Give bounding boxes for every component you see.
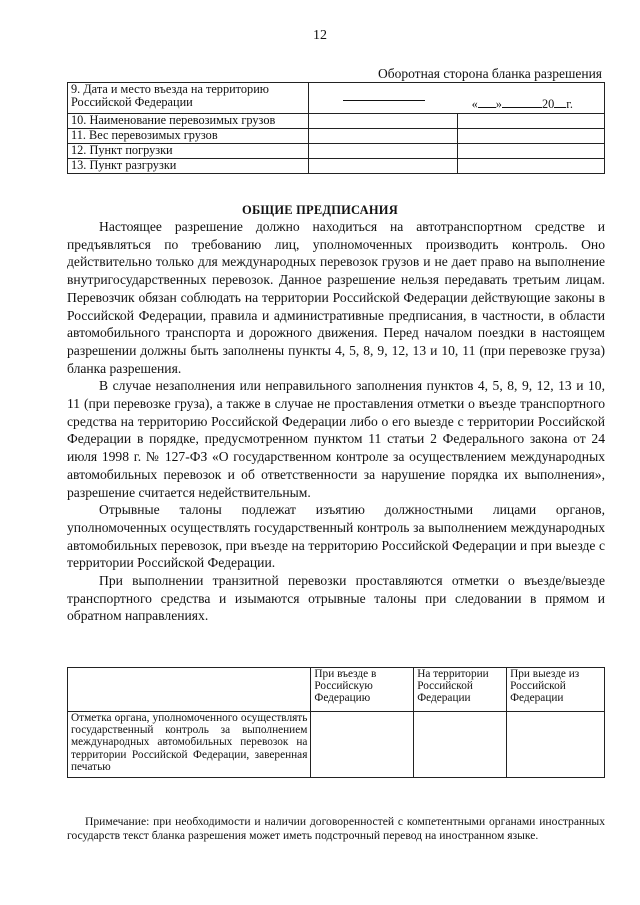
place-blank xyxy=(343,100,425,101)
field-label-9: 9. Дата и место въезда на территорию Российской Федерации xyxy=(68,83,309,114)
marks-row-label: Отметка органа, уполномоченного осуществлять государственный контроль за выполнением международных автомобильных перевозок на территории Российской Федерации, заверенная печатью xyxy=(68,712,311,778)
page-number: 12 xyxy=(313,28,327,43)
paragraph: В случае незаполнения или неправильного заполнения пунктов 4, 5, 8, 9, 12, 13 и 10, 11 (при перевозке груза), а также в случае не проставления отметки о въезде транспортного средства на территорию Российской Федерации либо о его выезде с территории Российской Федерации в порядке, предусмотренном пунктом 11 статьи 2 Федерального закона от 24 июля 1998 г. № 127-ФЗ «О государственном контроле за осуществлением международных автомобильных перевозок и об ответственности за нарушение порядка их выполнения», разрешение считается недействительным. xyxy=(67,378,605,500)
marks-header-territory: На территории Российской Федерации xyxy=(414,668,507,712)
date-blank: « » 20 г. xyxy=(471,97,573,111)
field-value-13b[interactable] xyxy=(458,159,605,174)
field-value-13a[interactable] xyxy=(308,159,458,174)
marks-header-exit: При выезде из Российской Федерации xyxy=(507,668,605,712)
control-marks-table xyxy=(67,667,605,778)
marks-header-entry: При въезде в Российскую Федерацию xyxy=(311,668,414,712)
field-value-12b[interactable] xyxy=(458,144,605,159)
field-row-10 xyxy=(68,114,605,129)
marks-header-row xyxy=(68,668,605,712)
marks-header-blank xyxy=(68,668,311,712)
paragraph: Настоящее разрешение должно находиться на автотранспортном средстве и предъявляться по требованию лиц, уполномоченных производить контроль. Оно действительно только для международных перевозок грузов и не дает право на выполнение внутригосударственных перевозок. Данное разрешение нельзя передавать третьим лицам. Перевозчик обязан соблюдать на территории Российской Федерации действующие законы в Российской Федерации, правила и административные предписания, в частности, в области автомобильного транспорта и дорожного движения. Перед началом поездки в настоящем разрешении должны быть заполнены пункты 4, 5, 8, 9, 12, 13 и 10, 11 (при перевозке груза) бланка разрешения. xyxy=(67,219,605,376)
mark-cell-territory[interactable] xyxy=(414,712,507,778)
field-row-11 xyxy=(68,129,605,144)
note: Примечание: при необходимости и наличии договоренностей с компетентными органами иностранных государств текст бланка разрешения может иметь подстрочный перевод на иностранном языке. xyxy=(67,815,605,842)
mark-cell-exit[interactable] xyxy=(507,712,605,778)
general-provisions-text xyxy=(67,218,605,625)
field-value-10b[interactable] xyxy=(458,114,605,129)
field-value-9[interactable] xyxy=(308,83,604,114)
permit-fields-table xyxy=(67,82,605,174)
field-value-11b[interactable] xyxy=(458,129,605,144)
field-value-11a[interactable] xyxy=(308,129,458,144)
field-label-13: 13. Пункт разгрузки xyxy=(68,159,309,174)
field-value-12a[interactable] xyxy=(308,144,458,159)
field-value-10a[interactable] xyxy=(308,114,458,129)
paragraph: При выполнении транзитной перевозки проставляются отметки о въезде/выезде транспортного средства и изымаются отрывные талоны при следовании в прямом и обратном направлениях. xyxy=(67,573,605,624)
field-label-11: 11. Вес перевозимых грузов xyxy=(68,129,309,144)
field-label-10: 10. Наименование перевозимых грузов xyxy=(68,114,309,129)
paragraph: Отрывные талоны подлежат изъятию должностными лицами органов, уполномоченных осуществлять государственный контроль за выполнением международных автомобильных перевозок, при въезде на территорию Российской Федерации и при выезде с территории Российской Федерации. xyxy=(67,502,605,571)
field-label-12: 12. Пункт погрузки xyxy=(68,144,309,159)
field-row-9 xyxy=(68,83,605,114)
sheet-caption: Оборотная сторона бланка разрешения xyxy=(377,66,602,81)
marks-row xyxy=(68,712,605,778)
mark-cell-entry[interactable] xyxy=(311,712,414,778)
field-row-12 xyxy=(68,144,605,159)
field-row-13 xyxy=(68,159,605,174)
section-title: ОБЩИЕ ПРЕДПИСАНИЯ xyxy=(242,203,398,217)
